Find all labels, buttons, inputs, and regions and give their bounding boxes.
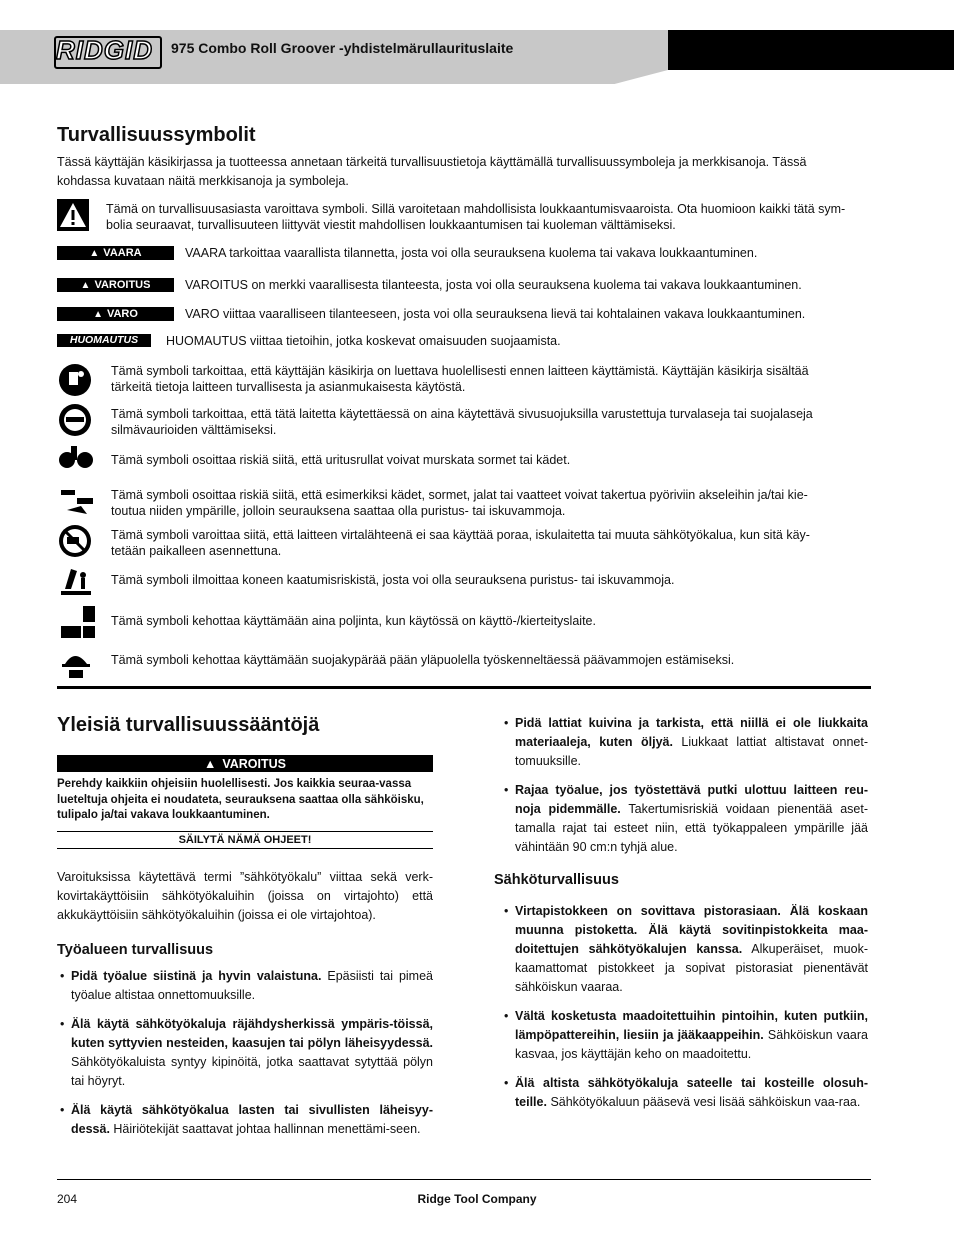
work-area-list (57, 967, 433, 1149)
general-intro: Varoituksissa käytettävä termi ”sähkötyökalu” viittaa sekä verk-kovirtakäyttöisiin sähkötyökaluihin (joissa on virtajohto) että akkukäyttöisiin sähkötyökaluihin (joissa ei ole virtajohtoa). (57, 870, 433, 922)
header-title: 975 Combo Roll Groover -yhdistelmärullaurituslaite (171, 40, 514, 56)
signal-varoitus: ▲ VAROITUS (57, 278, 174, 292)
header-bar-tail (0, 70, 668, 84)
warning-triangle-icon: ▲ (203, 756, 217, 771)
icon-text-6a: Tämä symboli ilmoittaa koneen kaatumisriskistä, josta voi olla seurauksena puristus- tai iskuvammoja. (111, 573, 675, 587)
signal-huomautus-text: HUOMAUTUS viittaa tietoihin, jotka koskevat omaisuuden suojaamista. (166, 334, 561, 348)
crush-hazard-icon (57, 442, 97, 478)
warning-triangle-icon: ▲ (89, 247, 100, 259)
hard-hat-icon (57, 644, 97, 680)
ridgid-logo: RIDGID (56, 35, 153, 65)
list-item: • Rajaa työalue, jos työstettävä putki ulottuu laitteen reu-noja pidemmälle. Takertumisriskiä voidaan pienentää aset-tamalla rajat tai esteet niin, että työkappaleen ympärille jää vähintään 90 cm:n tyhjä alue. (501, 781, 868, 857)
right-top-list (501, 714, 868, 867)
save-instructions: SÄILYTÄ NÄMÄ OHJEET! (57, 831, 433, 849)
icon-text-7a: Tämä symboli kehottaa käyttämään aina poljinta, kun käytössä on käyttö-/kierteityslaite. (111, 614, 596, 628)
section-divider (57, 686, 871, 689)
entanglement-icon (57, 484, 97, 520)
icon-text-4a: Tämä symboli osoittaa riskiä siitä, että esimerkiksi kädet, sormet, jalat tai vaatteet voivat takertua pyöriviin akseleihin ja/tai kie- (111, 488, 808, 502)
signal-varo: ▲ VARO (57, 307, 174, 321)
warning-bar: ▲ VAROITUS (57, 755, 433, 772)
icon-text-1b: tärkeitä tietoja laitteen turvallisesta ja asianmukaisesta käytöstä. (111, 380, 466, 394)
no-drill-icon (57, 523, 97, 559)
signal-varoitus-text: VAROITUS on merkki vaarallisesta tilanteesta, josta voi olla seurauksena kuolema tai vakava loukkaantuminen. (185, 278, 802, 292)
list-item: • Vältä kosketusta maadoitettuihin pintoihin, kuten putkiin, lämpöpattereihin, liesiin ja jääkaappeihin. Sähköiskun vaara kasvaa, jos käyttäjän keho on maadoitettu. (501, 1007, 868, 1064)
safety-alert-icon (57, 199, 89, 231)
signal-varo-text: VARO viittaa vaaralliseen tilanteeseen, josta voi olla seurauksena lievä tai kohtalainen vakava loukkaantuminen. (185, 307, 806, 321)
list-item: • Virtapistokkeen on sovittava pistorasiaan. Älä koskaan muunna pistoketta. Älä käytä sovitinpistokkeita maa-doitettujen sähkötyökalujen kanssa. Alkuperäiset, muok-kaamattomat pistokkeet ja sopivat pistorasiat pienentävät sähköiskun vaaraa. (501, 902, 868, 997)
icon-text-5a: Tämä symboli varoittaa siitä, että laitteen virtalähteenä ei saa käyttää poraa, iskulaitetta tai muuta sähkötyökalua, kun sitä käy- (111, 528, 810, 542)
work-area-heading: Työalueen turvallisuus (57, 942, 214, 958)
warning-text: Perehdy kaikkiin ohjeisiin huolellisesti. Jos kaikkia seuraa-vassa lueteltuja ohjeita ei noudateta, seurauksena saattaa olla sähköisku, tulipalo ja/tai vakava loukkaantuminen. (57, 778, 424, 821)
icon-text-1a: Tämä symboli tarkoittaa, että käyttäjän käsikirja on luettava huolellisesti ennen laitteen käyttämistä. Käyttäjän käsikirja sisältää (111, 364, 809, 378)
electrical-heading: Sähköturvallisuus (494, 872, 619, 888)
symbols-intro-line1: Tässä käyttäjän käsikirjassa ja tuotteessa annetaan tärkeitä turvallisuustietoja käyttämällä turvallisuussymboleja ja merkkisanoja. Tässä (57, 155, 807, 169)
header-black-block (668, 30, 954, 70)
list-item: • Pidä työalue siistinä ja hyvin valaistuna. Epäsiisti tai pimeä työalue altistaa onnettomuuksille. (57, 967, 433, 1005)
safety-glasses-icon (57, 402, 97, 438)
symbols-heading: Turvallisuussymbolit (57, 124, 256, 146)
list-item: • Älä käytä sähkötyökalua lasten tai sivullisten läheisyy-dessä. Häiriötekijät saattavat johtaa hallinnan menettämi-seen. (57, 1101, 433, 1139)
alert-text-line2: bolia seuraavat, turvallisuuteen liittyvät viestit mahdollisen loukkaantumisen tai kuoleman välttämiseksi. (106, 218, 676, 232)
alert-text-line1: Tämä on turvallisuusasiasta varoittava symboli. Sillä varoitetaan mahdollisista loukkaantumisvaaroista. Ota huomioon kaikki tätä sym- (106, 202, 846, 216)
icon-text-2a: Tämä symboli tarkoittaa, että tätä laitetta käytettäessä on aina käytettävä sivusuojuksilla varustettuja turvalaseja tai suojalaseja (111, 407, 813, 421)
warning-triangle-icon: ▲ (80, 279, 91, 291)
footer-company: Ridge Tool Company (417, 1192, 537, 1206)
icon-text-5b: tetään paikalleen asennettuna. (111, 544, 282, 558)
page-number: 204 (57, 1192, 78, 1206)
list-item: • Älä käytä sähkötyökaluja räjähdysherkissä ympäris-töissä, kuten syttyvien nesteiden, kaasujen tai pölyn läheisyydessä. Sähkötyökaluista syntyy kipinöitä, jotka saattavat sytyttää pölyn tai höyryt. (57, 1015, 433, 1091)
read-manual-icon (57, 362, 97, 398)
general-heading: Yleisiä turvallisuussääntöjä (57, 714, 320, 736)
signal-vaara: ▲ VAARA (57, 246, 174, 260)
list-item: • Pidä lattiat kuivina ja tarkista, että niillä ei ole liukkaita materiaaleja, kuten öljyä. Liukkaat lattiat altistavat onnet-tomuuksille. (501, 714, 868, 771)
footer-divider (57, 1179, 871, 1180)
signal-huomautus: HUOMAUTUS (57, 334, 151, 347)
electrical-list (501, 902, 868, 1122)
foot-switch-icon (57, 604, 97, 640)
icon-text-3a: Tämä symboli osoittaa riskiä siitä, että uritusrullat voivat murskata sormet tai kädet. (111, 453, 571, 467)
icon-text-2b: silmävaurioiden välttämiseksi. (111, 423, 277, 437)
tipping-hazard-icon (57, 563, 97, 599)
warning-triangle-icon: ▲ (93, 308, 103, 320)
symbols-intro-line2: kohdassa kuvataan näitä merkkisanoja ja symboleja. (57, 174, 349, 188)
signal-vaara-text: VAARA tarkoittaa vaarallista tilannetta, josta voi olla seurauksena kuolema tai vakava loukkaantuminen. (185, 246, 758, 260)
icon-text-4b: toutua niiden ympärille, jolloin seurauksena saattaa olla puristus- tai iskuvammoja. (111, 504, 566, 518)
icon-text-8a: Tämä symboli kehottaa käyttämään suojakypärää pään yläpuolella työskenneltäessä päävammojen estämiseksi. (111, 653, 735, 667)
list-item: • Älä altista sähkötyökaluja sateelle tai kosteille olosuh-teille. Sähkötyökaluun pääsevä vesi lisää sähköiskun vaa-raa. (501, 1074, 868, 1112)
